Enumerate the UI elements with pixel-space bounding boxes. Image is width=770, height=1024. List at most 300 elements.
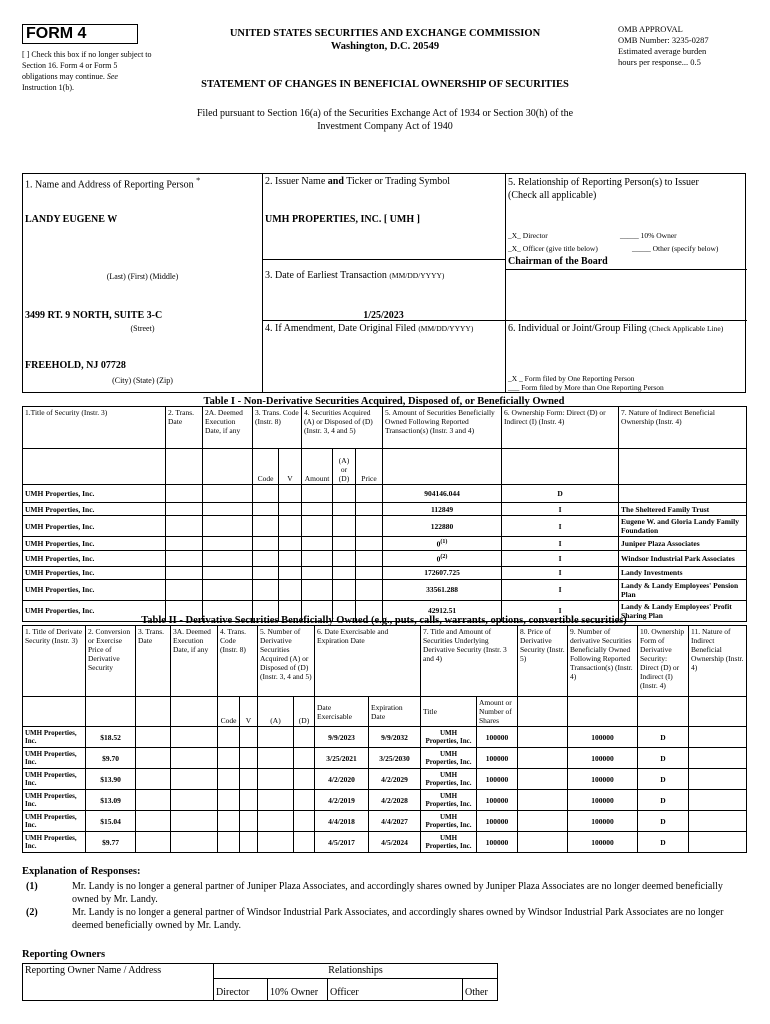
t2-row xyxy=(23,811,747,832)
t2-sub-a: (A) xyxy=(258,697,294,727)
t1-sub-ad: (A) or (D) xyxy=(333,449,356,485)
t2-cell-exercisable: 4/4/2018 xyxy=(315,811,369,832)
filed-line-2: Investment Company Act of 1940 xyxy=(317,120,453,132)
t2-cell-number-after: 100000 xyxy=(568,769,638,790)
t2-header-title: 1. Title of Derivate Security (Instr. 3) xyxy=(23,626,86,697)
t2-cell-underlying: UMH Properties, Inc. xyxy=(421,790,477,811)
t1-cell-title: UMH Properties, Inc. xyxy=(23,550,166,566)
t2-cell-price: $13.90 xyxy=(86,769,136,790)
t2-cell-number-after: 100000 xyxy=(568,832,638,853)
divider xyxy=(505,269,747,270)
t2-cell-shares: 100000 xyxy=(477,790,518,811)
filing-one-person: _X _ Form filed by One Reporting Person xyxy=(508,374,635,383)
reporting-info-grid xyxy=(22,173,746,393)
t2-cell-price: $9.77 xyxy=(86,832,136,853)
box6-label xyxy=(508,323,746,334)
t1-cell-empty xyxy=(356,537,383,551)
t1-cell-title: UMH Properties, Inc. xyxy=(23,516,166,537)
omb-approval xyxy=(618,24,758,68)
t2-cell-expiration: 4/2/2028 xyxy=(369,790,421,811)
t2-cell-form: D xyxy=(638,748,689,769)
t2-header-number: 5. Number of Derivative Securities Acquired (A) or Disposed of (D) (Instr. 3, 4 and 5) xyxy=(258,626,315,697)
t1-cell-empty xyxy=(356,503,383,516)
t2-cell-title: UMH Properties, Inc. xyxy=(23,769,86,790)
box5-label xyxy=(508,176,746,202)
t1-sub-v: V xyxy=(279,449,302,485)
t2-cell-empty xyxy=(171,811,218,832)
relationship-officer: _X_ Officer (give title below) xyxy=(508,244,598,253)
t2-cell-exercisable: 3/25/2021 xyxy=(315,748,369,769)
box3-label-text: 3. Date of Earliest Transaction xyxy=(265,270,387,281)
t1-cell-empty xyxy=(203,503,253,516)
box1-label xyxy=(25,176,200,190)
t2-cell-empty xyxy=(218,832,240,853)
t1-owned-value: 42912.51 xyxy=(427,606,457,615)
t2-cell-empty xyxy=(240,811,258,832)
t1-cell-empty xyxy=(279,550,302,566)
t2-row xyxy=(23,832,747,853)
box2-label xyxy=(265,176,450,187)
t1-cell-empty xyxy=(253,516,279,537)
t2-cell-empty xyxy=(136,727,171,748)
t2-cell-number-after: 100000 xyxy=(568,727,638,748)
t1-cell-owned xyxy=(383,485,502,503)
t2-cell-form: D xyxy=(638,769,689,790)
ro-header-name: Reporting Owner Name / Address xyxy=(23,964,214,1001)
t2-cell-price: $18.52 xyxy=(86,727,136,748)
t2-cell-title: UMH Properties, Inc. xyxy=(23,790,86,811)
t1-cell-form: I xyxy=(502,600,619,621)
t2-header-date: 3. Trans. Date xyxy=(136,626,171,697)
check-note-text: [ ] Check this box if no longer subject to Section 16. Form 4 or Form 5 obligations may continue. xyxy=(22,50,152,81)
t1-cell-empty xyxy=(356,516,383,537)
t2-cell-underlying: UMH Properties, Inc. xyxy=(421,769,477,790)
t1-cell-form: I xyxy=(502,579,619,600)
agency-title xyxy=(170,27,600,53)
t2-cell-price: $13.09 xyxy=(86,790,136,811)
box2-label-and: and xyxy=(327,176,344,187)
ro-header-other: Other xyxy=(463,979,498,1001)
t1-cell-empty xyxy=(333,579,356,600)
ro-header-10pct: 10% Owner xyxy=(268,979,328,1001)
t1-cell-empty xyxy=(166,516,203,537)
t1-cell-empty xyxy=(333,550,356,566)
t2-cell-number-after: 100000 xyxy=(568,748,638,769)
t1-cell-form: I xyxy=(502,516,619,537)
t2-cell-empty xyxy=(171,769,218,790)
explanation-heading: Explanation of Responses: xyxy=(22,866,141,877)
check-note-see: See xyxy=(106,72,118,81)
table1 xyxy=(22,406,747,622)
t1-cell-owned xyxy=(383,550,502,566)
t2-cell-empty xyxy=(518,769,568,790)
t1-owned-value: 0 xyxy=(436,554,441,564)
t2-cell-empty xyxy=(258,769,294,790)
t1-cell-empty xyxy=(279,485,302,503)
t2-sub-shares: Amount or Number of Shares xyxy=(477,697,518,727)
earliest-transaction-date: 1/25/2023 xyxy=(363,310,404,321)
t2-sub-v: V xyxy=(240,697,258,727)
t2-cell-underlying: UMH Properties, Inc. xyxy=(421,832,477,853)
t1-cell-empty xyxy=(279,503,302,516)
reporting-person-name: LANDY EUGENE W xyxy=(25,214,118,225)
t2-cell-title: UMH Properties, Inc. xyxy=(23,727,86,748)
box5-label-line-2: (Check all applicable) xyxy=(508,190,597,201)
t2-cell-form: D xyxy=(638,832,689,853)
t2-cell-number-after: 100000 xyxy=(568,790,638,811)
t1-owned-value: 112849 xyxy=(430,504,454,514)
t1-cell-owned xyxy=(383,566,502,579)
t2-cell-empty xyxy=(518,748,568,769)
t1-cell-empty xyxy=(279,566,302,579)
omb-line-1: OMB APPROVAL xyxy=(618,24,683,34)
t2-header-exercisable: 6. Date Exercisable and Expiration Date xyxy=(315,626,421,697)
check-note-instruction: Instruction 1(b). xyxy=(22,83,74,92)
t1-row xyxy=(23,503,747,516)
t1-owned-value: 33561.288 xyxy=(426,585,458,594)
t1-cell-nature: Eugene W. and Gloria Landy Family Foundation xyxy=(619,516,747,537)
t1-cell-form: I xyxy=(502,503,619,516)
t1-cell-empty xyxy=(166,537,203,551)
t2-cell-empty xyxy=(218,790,240,811)
t2-cell-empty xyxy=(171,727,218,748)
t1-owned-value: 122880 xyxy=(430,521,454,531)
t1-cell-empty xyxy=(356,566,383,579)
t1-footnote-ref: (2) xyxy=(440,553,448,560)
t1-cell-empty xyxy=(253,503,279,516)
t1-header-code: 3. Trans. Code (Instr. 8) xyxy=(253,407,302,449)
t2-row xyxy=(23,748,747,769)
t1-owned-value: 0 xyxy=(436,539,441,549)
filed-line-1: Filed pursuant to Section 16(a) of the Securities Exchange Act of 1934 or Section 30(h) of the xyxy=(196,108,574,119)
t2-cell-empty xyxy=(689,727,747,748)
t1-header-nature: 7. Nature of Indirect Beneficial Ownership (Instr. 4) xyxy=(619,407,747,449)
t1-header-acquired: 4. Securities Acquired (A) or Disposed of (D) (Instr. 3, 4 and 5) xyxy=(302,407,383,449)
t2-cell-underlying: UMH Properties, Inc. xyxy=(421,811,477,832)
t2-cell-expiration: 4/4/2027 xyxy=(369,811,421,832)
t1-cell-empty xyxy=(203,566,253,579)
t2-cell-empty xyxy=(518,727,568,748)
t2-cell-expiration: 4/5/2024 xyxy=(369,832,421,853)
t1-cell-owned xyxy=(383,537,502,551)
t2-cell-expiration: 4/2/2029 xyxy=(369,769,421,790)
t1-cell-empty xyxy=(333,516,356,537)
divider xyxy=(262,259,505,260)
t2-cell-price: $15.04 xyxy=(86,811,136,832)
relationship-10pct: _____ 10% Owner xyxy=(620,231,677,240)
t2-cell-empty xyxy=(218,769,240,790)
t2-cell-empty xyxy=(258,727,294,748)
t2-sub-d: (D) xyxy=(294,697,315,727)
t2-cell-empty xyxy=(294,748,315,769)
t2-cell-empty xyxy=(518,790,568,811)
t2-cell-empty xyxy=(258,832,294,853)
officer-title: Chairman of the Board xyxy=(508,256,608,267)
t2-cell-empty xyxy=(294,727,315,748)
t1-cell-title: UMH Properties, Inc. xyxy=(23,537,166,551)
box3-hint: (MM/DD/YYYY) xyxy=(389,271,445,280)
t2-cell-empty xyxy=(518,811,568,832)
t2-cell-empty xyxy=(218,748,240,769)
t1-cell-nature: Windsor Industrial Park Associates xyxy=(619,550,747,566)
statement-title: STATEMENT OF CHANGES IN BENEFICIAL OWNERSHIP OF SECURITIES xyxy=(201,79,569,90)
t2-cell-empty xyxy=(689,790,747,811)
t2-row xyxy=(23,727,747,748)
t2-cell-title: UMH Properties, Inc. xyxy=(23,811,86,832)
t1-row xyxy=(23,516,747,537)
explanation-item xyxy=(22,880,752,906)
form-title: FORM 4 xyxy=(22,24,138,44)
t1-row xyxy=(23,566,747,579)
explanation-text: Mr. Landy is no longer a general partner of Juniper Plaza Associates, and accordingly shares owned by Juniper Plaza Associates are no longer deemed beneficially owned by Mr. Landy. xyxy=(72,881,723,905)
name-hint: (Last) (First) (Middle) xyxy=(106,272,179,281)
explanation-text: Mr. Landy is no longer a general partner of Windsor Industrial Park Associates, and accordingly shares owned by Windsor Industrial Park Associates are no longer deemed beneficially owned by Mr. Landy. xyxy=(72,907,724,931)
box4-label-text: 4. If Amendment, Date Original Filed xyxy=(265,323,416,334)
t1-cell-empty xyxy=(203,485,253,503)
t1-cell-empty xyxy=(333,566,356,579)
t2-row xyxy=(23,790,747,811)
box6-label-text: 6. Individual or Joint/Group Filing xyxy=(508,323,647,334)
t1-cell-empty xyxy=(203,537,253,551)
t1-owned-value: 904146.044 xyxy=(424,489,460,498)
t1-footnote-ref: (1) xyxy=(440,539,448,545)
t1-header-deemed: 2A. Deemed Execution Date, if any xyxy=(203,407,253,449)
t1-cell-empty xyxy=(279,579,302,600)
t1-cell-nature: Landy Investments xyxy=(619,566,747,579)
t2-cell-empty xyxy=(294,769,315,790)
t2-header-underlying: 7. Title and Amount of Securities Underlying Derivative Security (Instr. 3 and 4) xyxy=(421,626,518,697)
t1-cell-empty xyxy=(356,485,383,503)
t1-sub-amount: Amount xyxy=(302,449,333,485)
t2-cell-empty xyxy=(258,811,294,832)
t2-cell-exercisable: 4/2/2020 xyxy=(315,769,369,790)
t2-cell-empty xyxy=(294,790,315,811)
t2-cell-shares: 100000 xyxy=(477,727,518,748)
t2-cell-empty xyxy=(258,790,294,811)
t2-cell-empty xyxy=(136,790,171,811)
t2-cell-empty xyxy=(136,748,171,769)
t2-cell-expiration: 3/25/2030 xyxy=(369,748,421,769)
t2-cell-form: D xyxy=(638,727,689,748)
t2-cell-shares: 100000 xyxy=(477,811,518,832)
t1-cell-owned xyxy=(383,516,502,537)
t1-cell-empty xyxy=(279,537,302,551)
t2-cell-empty xyxy=(518,832,568,853)
t1-cell-empty xyxy=(279,516,302,537)
box2-label-text: 2. Issuer Name xyxy=(265,176,326,187)
t1-cell-empty xyxy=(356,550,383,566)
t1-row xyxy=(23,537,747,551)
reporting-street: 3499 RT. 9 NORTH, SUITE 3-C xyxy=(25,310,163,321)
t1-cell-empty xyxy=(253,485,279,503)
t1-row xyxy=(23,485,747,503)
t1-cell-empty xyxy=(333,485,356,503)
t1-row xyxy=(23,579,747,600)
t2-header-deemed: 3A. Deemed Execution Date, if any xyxy=(171,626,218,697)
t1-sub-code: Code xyxy=(253,449,279,485)
t2-cell-empty xyxy=(294,811,315,832)
check-box-note xyxy=(22,49,152,93)
t2-header-form: 10. Ownership Form of Derivative Security: Direct (D) or Indirect (I) (Instr. 4) xyxy=(638,626,689,697)
t1-cell-empty xyxy=(302,566,333,579)
t2-cell-shares: 100000 xyxy=(477,832,518,853)
t1-cell-empty xyxy=(302,550,333,566)
t1-cell-empty xyxy=(333,503,356,516)
t2-cell-form: D xyxy=(638,811,689,832)
t2-cell-empty xyxy=(136,769,171,790)
relationship-other: _____ Other (specify below) xyxy=(632,244,719,253)
t1-cell-empty xyxy=(166,503,203,516)
t1-owned-value: 172607.725 xyxy=(424,568,460,577)
omb-line-3: Estimated average burden xyxy=(618,46,707,56)
t2-header-conversion: 2. Conversion or Exercise Price of Derivative Security xyxy=(86,626,136,697)
t2-sub-exercisable: Date Exercisable xyxy=(315,697,369,727)
divider xyxy=(262,174,263,392)
t2-cell-exercisable: 4/5/2017 xyxy=(315,832,369,853)
ro-header-relationships: Relationships xyxy=(214,964,498,979)
t2-cell-empty xyxy=(689,832,747,853)
t2-cell-empty xyxy=(218,727,240,748)
t1-cell-empty xyxy=(166,579,203,600)
t2-cell-empty xyxy=(240,769,258,790)
t1-cell-empty xyxy=(253,566,279,579)
ro-header-officer: Officer xyxy=(328,979,463,1001)
t2-cell-shares: 100000 xyxy=(477,769,518,790)
t1-cell-nature xyxy=(619,485,747,503)
ro-header-director: Director xyxy=(214,979,268,1001)
t1-cell-title: UMH Properties, Inc. xyxy=(23,600,166,621)
t2-cell-empty xyxy=(689,748,747,769)
t1-cell-form: I xyxy=(502,550,619,566)
t2-cell-empty xyxy=(171,832,218,853)
filed-pursuant xyxy=(150,108,620,133)
t2-cell-empty xyxy=(136,811,171,832)
agency-name: UNITED STATES SECURITIES AND EXCHANGE COMMISSION xyxy=(229,28,541,39)
t1-header-date: 2. Trans. Date xyxy=(166,407,203,449)
t1-cell-empty xyxy=(253,579,279,600)
t2-cell-empty xyxy=(240,790,258,811)
explanation-number: (2) xyxy=(26,907,38,918)
t1-cell-empty xyxy=(166,485,203,503)
omb-line-2: OMB Number: 3235-0287 xyxy=(618,35,709,45)
issuer-name: UMH PROPERTIES, INC. [ UMH ] xyxy=(265,214,420,225)
relationship-director: _X_ Director xyxy=(508,231,548,240)
box6-hint: (Check Applicable Line) xyxy=(649,324,724,333)
table1-title: Table I - Non-Derivative Securities Acquired, Disposed of, or Beneficially Owned xyxy=(203,396,565,407)
t1-cell-empty xyxy=(203,516,253,537)
t1-cell-title: UMH Properties, Inc. xyxy=(23,579,166,600)
box5-label-line-1: 5. Relationship of Reporting Person(s) to Issuer xyxy=(508,177,699,188)
t2-row xyxy=(23,769,747,790)
t1-cell-empty xyxy=(302,516,333,537)
street-hint: (Street) xyxy=(130,324,155,333)
t2-cell-title: UMH Properties, Inc. xyxy=(23,748,86,769)
agency-city: Washington, D.C. 20549 xyxy=(330,41,440,52)
t1-header-amount: 5. Amount of Securities Beneficially Owned Following Reported Transaction(s) (Instr. 3 and 4) xyxy=(383,407,502,449)
explanation-item xyxy=(22,906,752,932)
t2-cell-empty xyxy=(689,811,747,832)
t1-header-title: 1.Title of Security (Instr. 3) xyxy=(23,407,166,449)
t1-cell-owned xyxy=(383,579,502,600)
t1-header-form: 6. Ownership Form: Direct (D) or Indirect (I) (Instr. 4) xyxy=(502,407,619,449)
t2-sub-expiration: Expiration Date xyxy=(369,697,421,727)
box1-label-text: 1. Name and Address of Reporting Person xyxy=(25,179,194,191)
t2-cell-number-after: 100000 xyxy=(568,811,638,832)
t2-cell-shares: 100000 xyxy=(477,748,518,769)
t2-cell-empty xyxy=(240,832,258,853)
t1-cell-empty xyxy=(253,550,279,566)
explanation-number: (1) xyxy=(26,881,38,892)
t1-cell-nature: The Sheltered Family Trust xyxy=(619,503,747,516)
city-hint: (City) (State) (Zip) xyxy=(112,376,173,385)
t1-sub-price: Price xyxy=(356,449,383,485)
box1-label-mark: * xyxy=(196,176,201,185)
t2-cell-form: D xyxy=(638,790,689,811)
t2-cell-empty xyxy=(171,748,218,769)
reporting-city: FREEHOLD, NJ 07728 xyxy=(25,360,126,371)
reporting-owners-table xyxy=(22,963,498,1001)
t2-cell-empty xyxy=(218,811,240,832)
t2-cell-empty xyxy=(240,748,258,769)
t1-cell-empty xyxy=(166,550,203,566)
t1-cell-empty xyxy=(333,537,356,551)
t2-cell-empty xyxy=(240,727,258,748)
t1-cell-owned xyxy=(383,503,502,516)
t2-cell-empty xyxy=(294,832,315,853)
filing-more-persons: ___ Form filed by More than One Reporting Person xyxy=(508,383,664,392)
t1-cell-empty xyxy=(203,550,253,566)
t1-cell-title: UMH Properties, Inc. xyxy=(23,485,166,503)
t2-cell-underlying: UMH Properties, Inc. xyxy=(421,748,477,769)
t1-cell-empty xyxy=(203,579,253,600)
box4-hint: (MM/DD/YYYY) xyxy=(418,324,474,333)
t2-sub-title: Title xyxy=(421,697,477,727)
t1-cell-nature: Juniper Plaza Associates xyxy=(619,537,747,551)
t2-cell-title: UMH Properties, Inc. xyxy=(23,832,86,853)
divider xyxy=(505,174,506,392)
t1-cell-empty xyxy=(166,566,203,579)
t1-cell-title: UMH Properties, Inc. xyxy=(23,566,166,579)
reporting-owners-heading: Reporting Owners xyxy=(22,949,106,960)
t1-cell-empty xyxy=(302,537,333,551)
t1-cell-empty xyxy=(356,579,383,600)
t1-row xyxy=(23,550,747,566)
box2-label-ticker: Ticker or Trading Symbol xyxy=(346,176,451,187)
t1-cell-form: I xyxy=(502,537,619,551)
t2-cell-empty xyxy=(136,832,171,853)
box3-label xyxy=(265,270,444,281)
t2-cell-exercisable: 9/9/2023 xyxy=(315,727,369,748)
t1-cell-empty xyxy=(253,537,279,551)
t1-cell-nature: Landy & Landy Employees' Pension Plan xyxy=(619,579,747,600)
t2-cell-empty xyxy=(171,790,218,811)
t2-cell-empty xyxy=(258,748,294,769)
t2-cell-expiration: 9/9/2032 xyxy=(369,727,421,748)
t2-cell-empty xyxy=(689,769,747,790)
t1-cell-empty xyxy=(302,579,333,600)
t2-header-nature: 11. Nature of Indirect Beneficial Ownership (Instr. 4) xyxy=(689,626,747,697)
t1-cell-empty xyxy=(302,485,333,503)
t1-cell-empty xyxy=(302,503,333,516)
omb-line-4: hours per response... 0.5 xyxy=(618,57,701,67)
t1-cell-nature: Landy & Landy Employees' Profit Sharing Plan xyxy=(619,600,747,621)
t1-cell-title: UMH Properties, Inc. xyxy=(23,503,166,516)
t2-header-number-after: 9. Number of derivative Securities Beneficially Owned Following Reported Transaction(s) (Instr. 4) xyxy=(568,626,638,697)
table2-title: Table II - Derivative Securities Beneficially Owned (e.g., puts, calls, warrants, options, convertible securities) xyxy=(141,615,627,626)
t2-cell-exercisable: 4/2/2019 xyxy=(315,790,369,811)
t2-cell-underlying: UMH Properties, Inc. xyxy=(421,727,477,748)
t2-cell-price: $9.70 xyxy=(86,748,136,769)
